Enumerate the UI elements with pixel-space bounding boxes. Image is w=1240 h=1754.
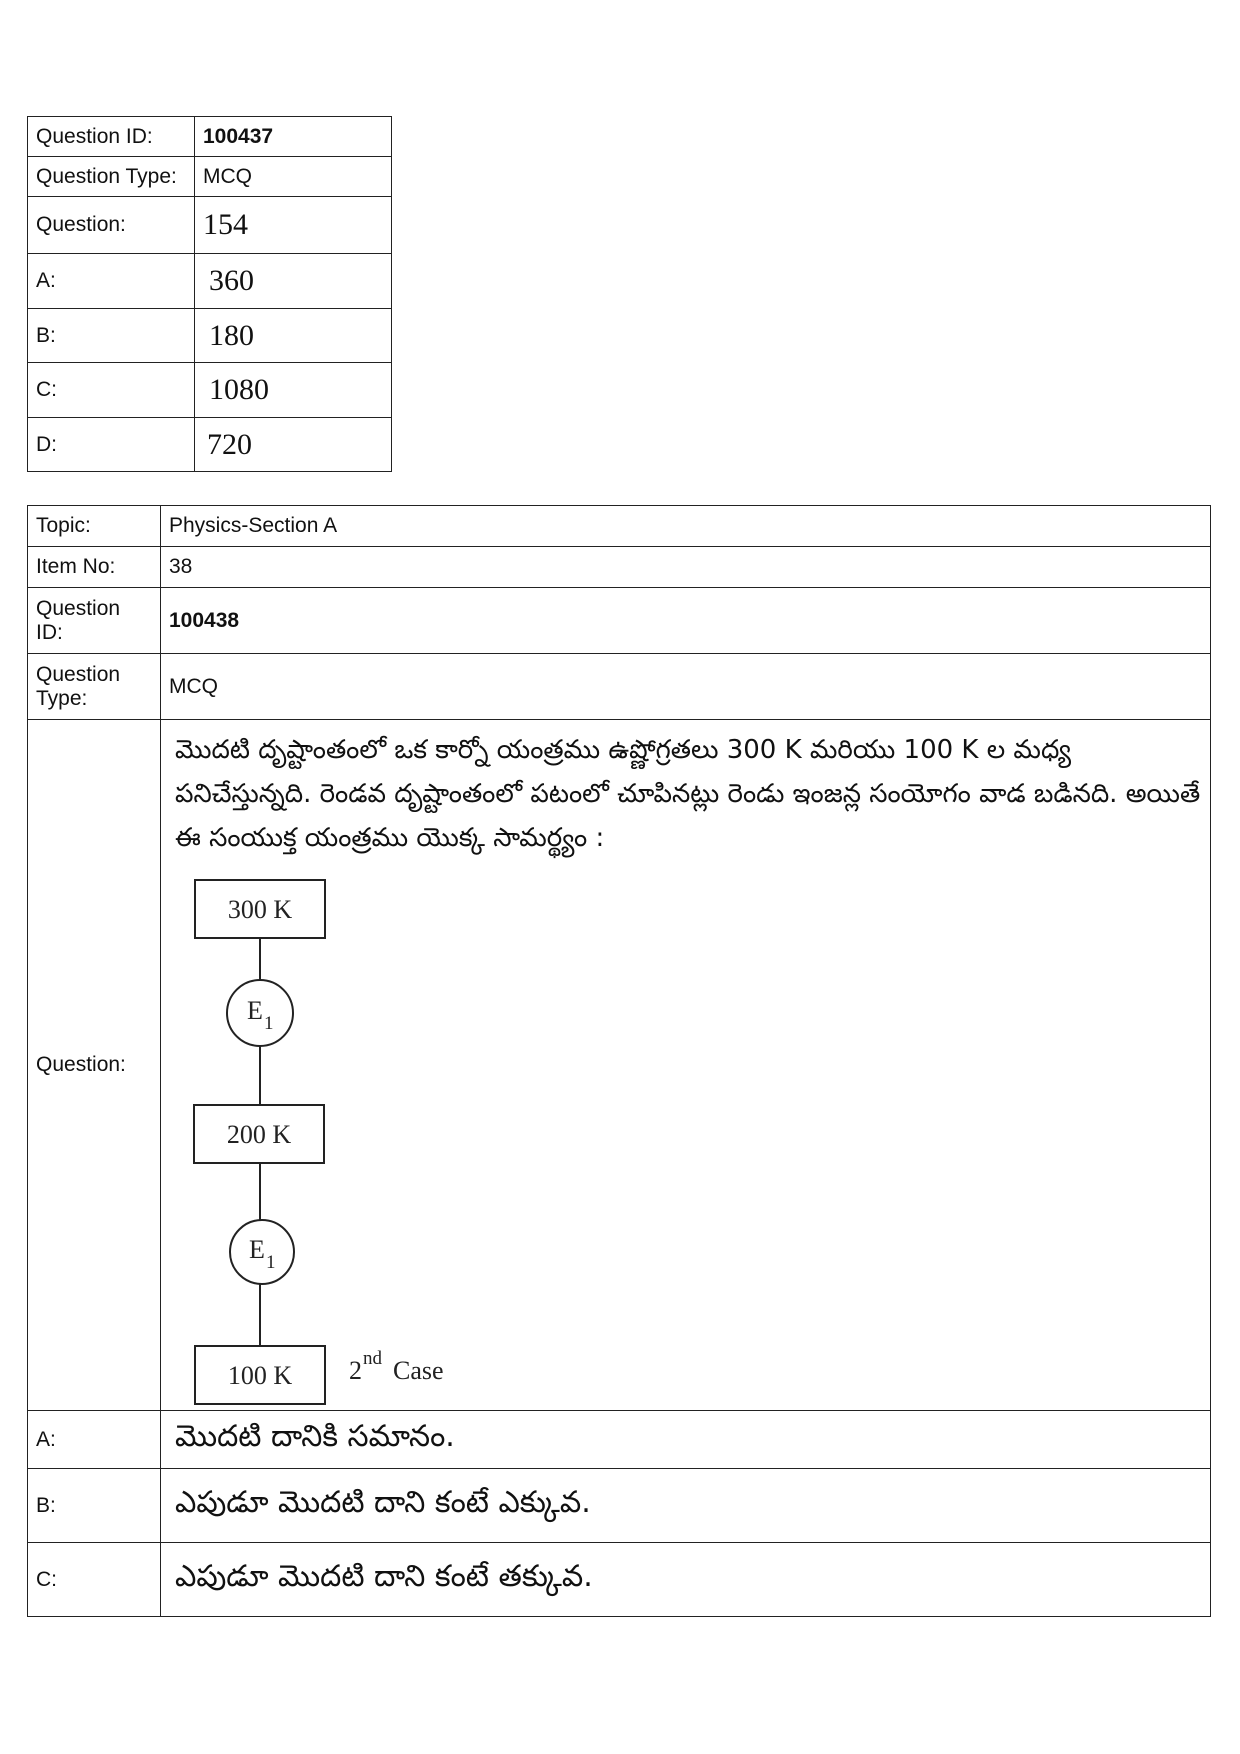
question-100437-table xyxy=(27,116,392,472)
carnot-engine-diagram xyxy=(175,870,495,1410)
question-id-label: Question ID: xyxy=(28,117,195,157)
question-value: 154 xyxy=(195,197,392,254)
option-a-value: 360 xyxy=(195,254,392,309)
option-b-label: B: xyxy=(28,309,195,363)
question-id-value: 100437 xyxy=(195,117,392,157)
option-d-value: 720 xyxy=(195,418,392,472)
option-c-label: C: xyxy=(28,1543,161,1617)
engine-1-subscript: 1 xyxy=(264,1013,274,1034)
question-type-label: Question Type: xyxy=(28,654,161,720)
case-word: Case xyxy=(393,1356,444,1385)
question-type-value: MCQ xyxy=(195,157,392,197)
option-c-value: 1080 xyxy=(195,363,392,418)
case-number: 2 xyxy=(349,1356,362,1385)
engine-2-label: E xyxy=(249,1235,265,1264)
reservoir-top-label: 300 K xyxy=(227,895,293,924)
option-b-value: 180 xyxy=(195,309,392,363)
reservoir-mid-label: 200 K xyxy=(226,1120,292,1149)
engine-1-label: E xyxy=(247,996,263,1025)
question-100438-table xyxy=(27,505,1211,1617)
topic-value: Physics-Section A xyxy=(161,506,1211,547)
option-a-label: A: xyxy=(28,254,195,309)
option-c-label: C: xyxy=(28,363,195,418)
option-a-label: A: xyxy=(28,1411,161,1469)
option-d-label: D: xyxy=(28,418,195,472)
question-id-value: 100438 xyxy=(161,588,1211,654)
question-label: Question: xyxy=(28,720,161,1411)
option-c-value: ఎపుడూ మొదటి దాని కంటే తక్కువ. xyxy=(161,1543,1211,1617)
question-body xyxy=(161,720,1211,1411)
topic-label: Topic: xyxy=(28,506,161,547)
question-id-label: Question ID: xyxy=(28,588,161,654)
option-a-value: మొదటి దానికి సమానం. xyxy=(161,1411,1211,1469)
case-superscript: nd xyxy=(363,1348,382,1369)
item-no-value: 38 xyxy=(161,547,1211,588)
question-type-value: MCQ xyxy=(161,654,1211,720)
item-no-label: Item No: xyxy=(28,547,161,588)
question-label: Question: xyxy=(28,197,195,254)
question-text: మొదటి దృష్టాంతంలో ఒక కార్నో యంత్రము ఉష్ణోగ్రతలు 300 K మరియు 100 K ల మధ్య పనిచేస్తున్నది. రెండవ దృష్టాంతంలో పటంలో చూపినట్లు రెండు ఇంజన్ల సంయోగం వాడ బడినది. అయితే ఈ సంయుక్త యంత్రము యొక్క సామర్థ్యం : xyxy=(175,735,1201,853)
option-b-value: ఎపుడూ మొదటి దాని కంటే ఎక్కువ. xyxy=(161,1469,1211,1543)
reservoir-bottom-label: 100 K xyxy=(227,1361,293,1390)
option-b-label: B: xyxy=(28,1469,161,1543)
engine-2-subscript: 1 xyxy=(266,1252,276,1273)
question-type-label: Question Type: xyxy=(28,157,195,197)
